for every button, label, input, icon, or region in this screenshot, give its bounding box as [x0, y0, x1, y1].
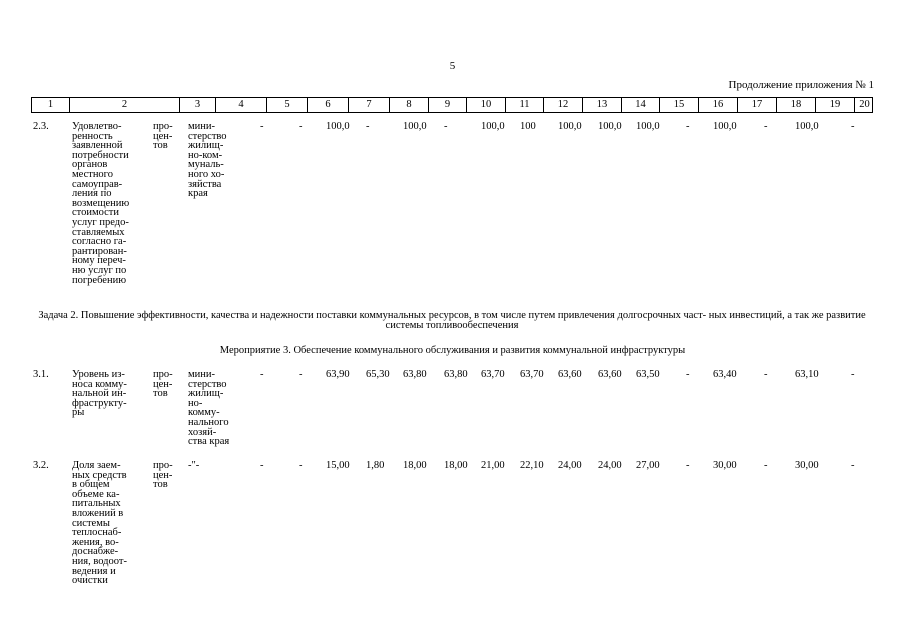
task-title: Задача 2. Повышение эффективности, качества и надежности поставки коммунальных ресурсов, в том числе путем привлечения долгосрочных част- ных инвестиций, а так же развитие системы топливообеспечения: [38, 310, 866, 331]
measure-title: Мероприятие 3. Обеспечение коммунального обслуживания и развития коммунальной инфраструктуры: [219, 345, 686, 356]
value-cell: -: [260, 369, 264, 380]
header-col-9: 9: [429, 98, 467, 112]
header-col-20: 20: [859, 99, 870, 110]
value-cell: 100: [520, 121, 536, 132]
header-col-1: 1: [32, 98, 70, 112]
value-cell: -: [299, 369, 303, 380]
value-cell: 30,00: [713, 460, 737, 471]
header-col-8: 8: [390, 98, 429, 112]
row-id: 2.3.: [33, 121, 49, 132]
value-cell: 63,40: [713, 369, 737, 380]
value-cell: -: [686, 369, 690, 380]
value-cell: 63,90: [326, 369, 350, 380]
executor-text: мини- стерство жилищ- но- комму- нального хозяй- ства края: [188, 369, 230, 448]
value-cell: 63,80: [444, 369, 468, 380]
value-cell: 21,00: [481, 460, 505, 471]
header-col-5: 5: [267, 98, 308, 112]
row-id: 3.1.: [33, 369, 49, 380]
value-cell: -: [260, 121, 264, 132]
header-col-12: 12: [544, 98, 583, 112]
header-col-11: 11: [506, 98, 544, 112]
header-col-6: 6: [308, 98, 349, 112]
value-cell: 63,60: [598, 369, 622, 380]
page-number: 5: [449, 60, 456, 72]
value-cell: 100,0: [403, 121, 427, 132]
value-cell: 15,00: [326, 460, 350, 471]
value-cell: -: [686, 460, 690, 471]
value-cell: 63,80: [403, 369, 427, 380]
value-cell: -: [299, 460, 303, 471]
value-cell: 30,00: [795, 460, 819, 471]
unit-text: про- цен- тов: [153, 369, 173, 400]
value-cell: 63,10: [795, 369, 819, 380]
value-cell: -: [764, 121, 768, 132]
value-cell: 100,0: [481, 121, 505, 132]
indicator-text: Уровень из- носа комму- нальной ин- фраструкту- ры: [72, 369, 127, 419]
header-col-18: 18: [777, 98, 816, 112]
unit-text: про- цен- тов: [153, 460, 173, 491]
indicator-text: Доля заем- ных средств в общем объеме ка- питальных вложений в системы теплоснаб- жения, во- доснабже- ния, водоот- ведения и очистки: [72, 460, 127, 587]
value-cell: -: [366, 121, 370, 132]
value-cell: -: [686, 121, 690, 132]
continuation-label: Продолжение приложения № 1: [728, 79, 874, 91]
table-header: [31, 97, 873, 113]
value-cell: -: [444, 121, 448, 132]
value-cell: 18,00: [403, 460, 427, 471]
executor-text: -"-: [188, 460, 200, 471]
header-col-3: 3: [180, 98, 216, 112]
value-cell: -: [764, 460, 768, 471]
value-cell: -: [851, 369, 855, 380]
value-cell: 100,0: [598, 121, 622, 132]
value-cell: -: [851, 121, 855, 132]
header-col-14: 14: [622, 98, 660, 112]
value-cell: 63,70: [481, 369, 505, 380]
value-cell: 65,30: [366, 369, 390, 380]
header-col-15: 15: [660, 98, 699, 112]
value-cell: 100,0: [795, 121, 819, 132]
header-col-19: 19: [816, 98, 855, 112]
value-cell: -: [764, 369, 768, 380]
value-cell: 27,00: [636, 460, 660, 471]
value-cell: 63,50: [636, 369, 660, 380]
header-col-17: 17: [738, 98, 777, 112]
header-col-10: 10: [467, 98, 506, 112]
value-cell: 63,60: [558, 369, 582, 380]
value-cell: 100,0: [326, 121, 350, 132]
header-col-2: 2: [70, 98, 180, 112]
indicator-text: Удовлетво- ренность заявленной потребности органов местного самоуправ- ления по возмещению стоимости услуг предо- ставляемых согласно га- рантирован- ному переч- ню услуг по погребению: [72, 121, 130, 286]
header-col-16: 16: [699, 98, 738, 112]
value-cell: 63,70: [520, 369, 544, 380]
value-cell: -: [260, 460, 264, 471]
executor-text: мини- стерство жилищ- но-ком- муналь- ного хо- зяйства края: [188, 121, 227, 200]
value-cell: 1,80: [366, 460, 385, 471]
value-cell: 22,10: [520, 460, 544, 471]
value-cell: 18,00: [444, 460, 468, 471]
value-cell: 100,0: [558, 121, 582, 132]
header-col-7: 7: [349, 98, 390, 112]
value-cell: 100,0: [713, 121, 737, 132]
header-col-4: 4: [216, 98, 267, 112]
value-cell: -: [851, 460, 855, 471]
unit-text: про- цен- тов: [153, 121, 173, 152]
value-cell: -: [299, 121, 303, 132]
value-cell: 24,00: [558, 460, 582, 471]
value-cell: 100,0: [636, 121, 660, 132]
row-id: 3.2.: [33, 460, 49, 471]
header-col-13: 13: [583, 98, 622, 112]
value-cell: 24,00: [598, 460, 622, 471]
